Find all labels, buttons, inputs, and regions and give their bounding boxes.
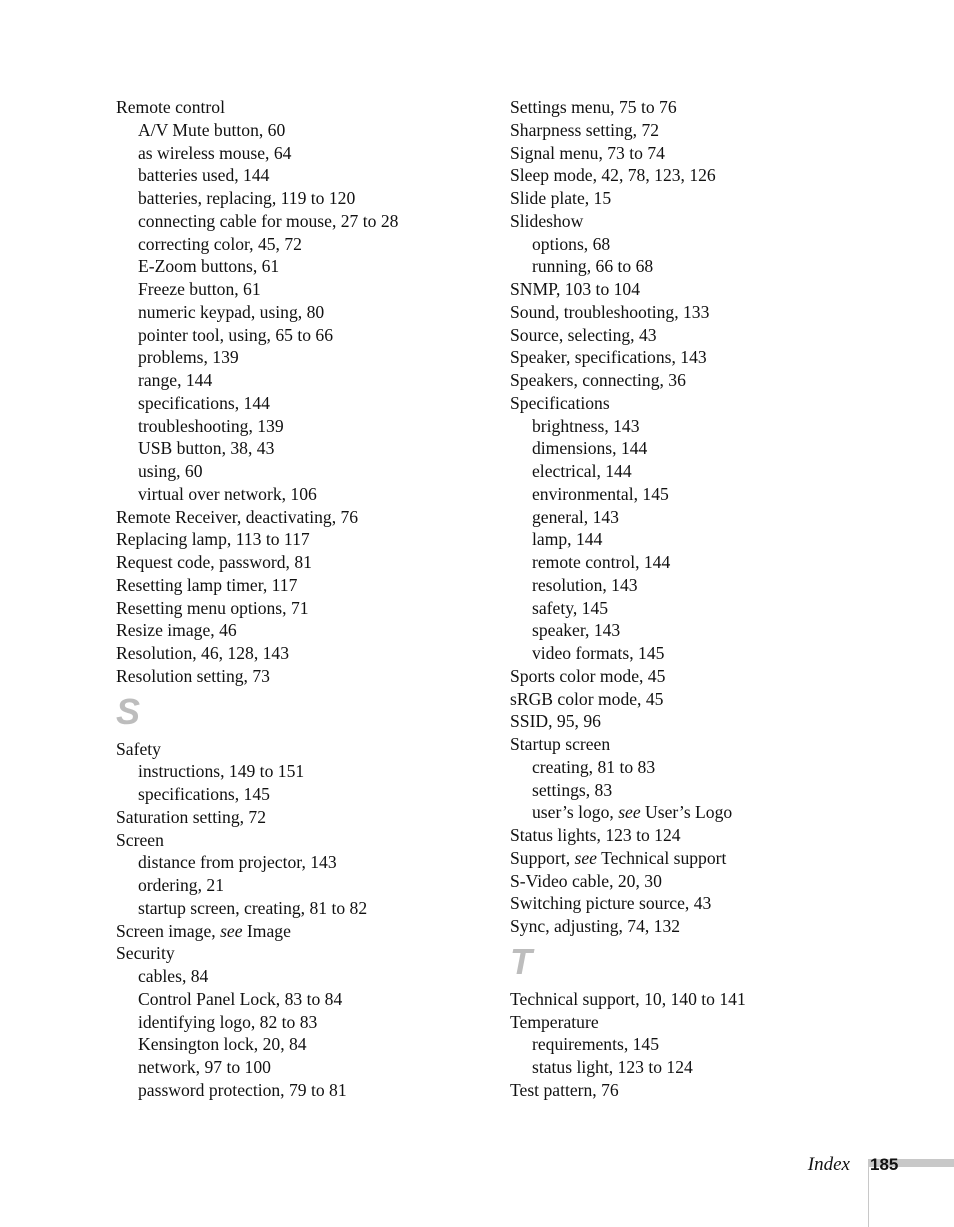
index-subentry (510, 528, 910, 551)
entry-text: numeric keypad, using, 80 (138, 301, 325, 322)
index-subentry (510, 506, 910, 529)
entry-text: safety, 145 (532, 597, 609, 618)
entry-text: Safety (116, 738, 161, 759)
index-subentry (116, 324, 486, 347)
index-entry (116, 619, 486, 642)
entry-text: specifications, 144 (138, 392, 270, 413)
entry-text: identifying logo, 82 to 83 (138, 1011, 318, 1032)
index-entry (510, 988, 910, 1011)
entry-text: running, 66 to 68 (532, 256, 654, 277)
index-subentry (116, 851, 486, 874)
entry-text: Screen (116, 829, 164, 850)
index-subentry (510, 801, 910, 824)
see-reference: see (574, 847, 597, 868)
index-entry (510, 119, 910, 142)
index-entry (510, 710, 910, 733)
index-entry (510, 1079, 910, 1102)
index-subentry (116, 278, 486, 301)
index-subentry (510, 1033, 910, 1056)
entry-text: requirements, 145 (532, 1034, 660, 1055)
entry-text: settings, 83 (532, 779, 613, 800)
index-subentry (510, 1056, 910, 1079)
entry-text: startup screen, creating, 81 to 82 (138, 897, 368, 918)
entry-text: ordering, 21 (138, 875, 224, 895)
see-reference: see (618, 802, 641, 823)
entry-text: status light, 123 to 124 (532, 1057, 693, 1077)
index-entry (510, 870, 910, 893)
entry-text: Security (116, 943, 175, 964)
entry-text: Sports color mode, 45 (510, 665, 666, 686)
entry-text: SNMP, 103 to 104 (510, 279, 641, 299)
index-subentry (510, 779, 910, 802)
entry-text: remote control, 144 (532, 552, 671, 572)
entry-text: instructions, 149 to 151 (138, 761, 305, 782)
index-entry (510, 1011, 910, 1034)
entry-text: Technical support, 10, 140 to 141 (510, 988, 746, 1009)
entry-text: A/V Mute button, 60 (138, 119, 286, 140)
index-subentry (116, 460, 486, 483)
entry-text: lamp, 144 (532, 529, 603, 550)
entry-text: Status lights, 123 to 124 (510, 825, 681, 845)
index-entry (510, 824, 910, 847)
see-target: User’s Logo (640, 802, 733, 823)
see-target: Image (242, 920, 291, 941)
index-subentry (116, 760, 486, 783)
index-subentry (116, 119, 486, 142)
entry-text: options, 68 (532, 233, 611, 254)
entry-text: Speaker, specifications, 143 (510, 347, 707, 368)
entry-text: Resetting lamp timer, 117 (116, 574, 298, 595)
entry-text: Slide plate, 15 (510, 188, 612, 208)
index-entry (116, 738, 486, 761)
entry-text: Resolution setting, 73 (116, 665, 270, 686)
index-entry (510, 96, 910, 119)
index-subentry (510, 233, 910, 256)
entry-text: pointer tool, using, 65 to 66 (138, 324, 333, 345)
index-entry (510, 187, 910, 210)
entry-text: Test pattern, 76 (510, 1079, 619, 1100)
index-subentry (116, 874, 486, 897)
entry-text: troubleshooting, 139 (138, 415, 284, 436)
entry-text: password protection, 79 to 81 (138, 1079, 347, 1100)
index-entry (116, 528, 486, 551)
entry-text: Resize image, 46 (116, 620, 237, 641)
index-subentry (116, 1056, 486, 1079)
entry-text: Kensington lock, 20, 84 (138, 1034, 307, 1055)
entry-text: correcting color, 45, 72 (138, 233, 302, 254)
index-subentry (116, 346, 486, 369)
entry-text: problems, 139 (138, 347, 239, 368)
index-subentry (510, 415, 910, 438)
index-subentry (116, 988, 486, 1011)
entry-text: Sync, adjusting, 74, 132 (510, 916, 681, 936)
index-subentry (510, 483, 910, 506)
entry-text: Sleep mode, 42, 78, 123, 126 (510, 165, 716, 186)
entry-text: brightness, 143 (532, 415, 640, 436)
entry-text: cables, 84 (138, 966, 209, 986)
entry-text: Sound, troubleshooting, 133 (510, 301, 710, 322)
entry-text: range, 144 (138, 370, 213, 390)
entry-text: Control Panel Lock, 83 to 84 (138, 988, 343, 1009)
index-entry (510, 915, 910, 938)
index-subentry (510, 619, 910, 642)
index-subentry (116, 255, 486, 278)
entry-text: Switching picture source, 43 (510, 893, 712, 914)
entry-text: Slideshow (510, 210, 584, 231)
index-subentry (510, 460, 910, 483)
entry-text: S-Video cable, 20, 30 (510, 870, 662, 891)
entry-text: network, 97 to 100 (138, 1057, 271, 1077)
index-subentry (116, 783, 486, 806)
entry-text: E-Zoom buttons, 61 (138, 256, 280, 277)
index-entry (510, 369, 910, 392)
entry-text: Replacing lamp, 113 to 117 (116, 529, 310, 550)
index-subentry (116, 142, 486, 165)
entry-text: Request code, password, 81 (116, 552, 312, 572)
entry-text: connecting cable for mouse, 27 to 28 (138, 210, 399, 231)
entry-text: Remote Receiver, deactivating, 76 (116, 506, 359, 527)
entry-text: Speakers, connecting, 36 (510, 370, 686, 390)
entry-text: Sharpness setting, 72 (510, 119, 660, 140)
index-entry (510, 164, 910, 187)
index-subentry (116, 233, 486, 256)
index-entry (510, 142, 910, 165)
index-entry (116, 665, 486, 688)
index-entry (510, 210, 910, 233)
index-entry (116, 506, 486, 529)
entry-text: Settings menu, 75 to 76 (510, 97, 677, 117)
see-target: Technical support (597, 847, 727, 868)
entry-text: sRGB color mode, 45 (510, 688, 664, 709)
index-column-right (510, 96, 910, 1102)
entry-text: batteries, replacing, 119 to 120 (138, 188, 356, 208)
entry-text: virtual over network, 106 (138, 483, 317, 504)
entry-text: video formats, 145 (532, 643, 665, 663)
index-entry (510, 892, 910, 915)
index-entry (116, 551, 486, 574)
entry-text: creating, 81 to 83 (532, 756, 656, 777)
index-subentry (116, 1033, 486, 1056)
section-letter: S (116, 690, 141, 732)
index-subentry (116, 210, 486, 233)
entry-text: speaker, 143 (532, 620, 621, 641)
index-subentry (116, 369, 486, 392)
entry-text: environmental, 145 (532, 483, 669, 504)
entry-text: Screen image, (116, 920, 221, 941)
index-subentry (116, 965, 486, 988)
index-entry (116, 574, 486, 597)
index-subentry (116, 897, 486, 920)
page-number: 185 (870, 1155, 899, 1174)
entry-text: Specifications (510, 392, 610, 413)
entry-text: user’s logo, (532, 802, 619, 823)
entry-text: Resolution, 46, 128, 143 (116, 643, 290, 663)
index-entry (510, 278, 910, 301)
index-entry (510, 847, 910, 870)
index-entry (116, 942, 486, 965)
entry-text: electrical, 144 (532, 461, 632, 481)
index-entry (116, 642, 486, 665)
entry-text: Support, (510, 847, 575, 868)
entry-text: Freeze button, 61 (138, 279, 261, 299)
index-subentry (116, 437, 486, 460)
footer-divider (868, 1167, 869, 1227)
index-subentry (510, 255, 910, 278)
index-subentry (510, 551, 910, 574)
entry-text: Temperature (510, 1011, 599, 1032)
entry-text: specifications, 145 (138, 784, 270, 804)
index-subentry (116, 483, 486, 506)
entry-text: Source, selecting, 43 (510, 324, 657, 345)
index-subentry (510, 437, 910, 460)
entry-text: distance from projector, 143 (138, 852, 337, 873)
entry-text: SSID, 95, 96 (510, 711, 601, 732)
entry-text: batteries used, 144 (138, 165, 270, 186)
index-entry (510, 346, 910, 369)
entry-text: Saturation setting, 72 (116, 806, 267, 827)
index-subentry (510, 642, 910, 665)
index-entry (510, 665, 910, 688)
entry-text: Remote control (116, 97, 225, 117)
index-subentry (116, 1079, 486, 1102)
index-entry (116, 920, 486, 943)
section-letter: T (510, 940, 532, 982)
index-entry (510, 324, 910, 347)
entry-text: Signal menu, 73 to 74 (510, 142, 665, 163)
index-subentry (116, 1011, 486, 1034)
index-subentry (510, 756, 910, 779)
index-entry (116, 806, 486, 829)
see-reference: see (220, 920, 243, 941)
index-subentry (510, 597, 910, 620)
index-entry (510, 301, 910, 324)
entry-text: Startup screen (510, 734, 611, 754)
index-subentry (116, 415, 486, 438)
entry-text: dimensions, 144 (532, 438, 648, 459)
index-subentry (116, 164, 486, 187)
index-entry (510, 392, 910, 415)
index-subentry (510, 574, 910, 597)
entry-text: as wireless mouse, 64 (138, 142, 292, 163)
entry-text: Resetting menu options, 71 (116, 597, 309, 618)
entry-text: general, 143 (532, 506, 619, 527)
index-entry (510, 733, 910, 756)
index-subentry (116, 301, 486, 324)
entry-text: using, 60 (138, 461, 203, 481)
entry-text: USB button, 38, 43 (138, 438, 275, 459)
index-entry (510, 688, 910, 711)
index-column-left (116, 96, 486, 1102)
index-entry (116, 597, 486, 620)
index-subentry (116, 187, 486, 210)
footer-section-label: Index (807, 1154, 850, 1175)
index-subentry (116, 392, 486, 415)
index-entry (116, 96, 486, 119)
entry-text: resolution, 143 (532, 574, 638, 595)
index-entry (116, 829, 486, 852)
